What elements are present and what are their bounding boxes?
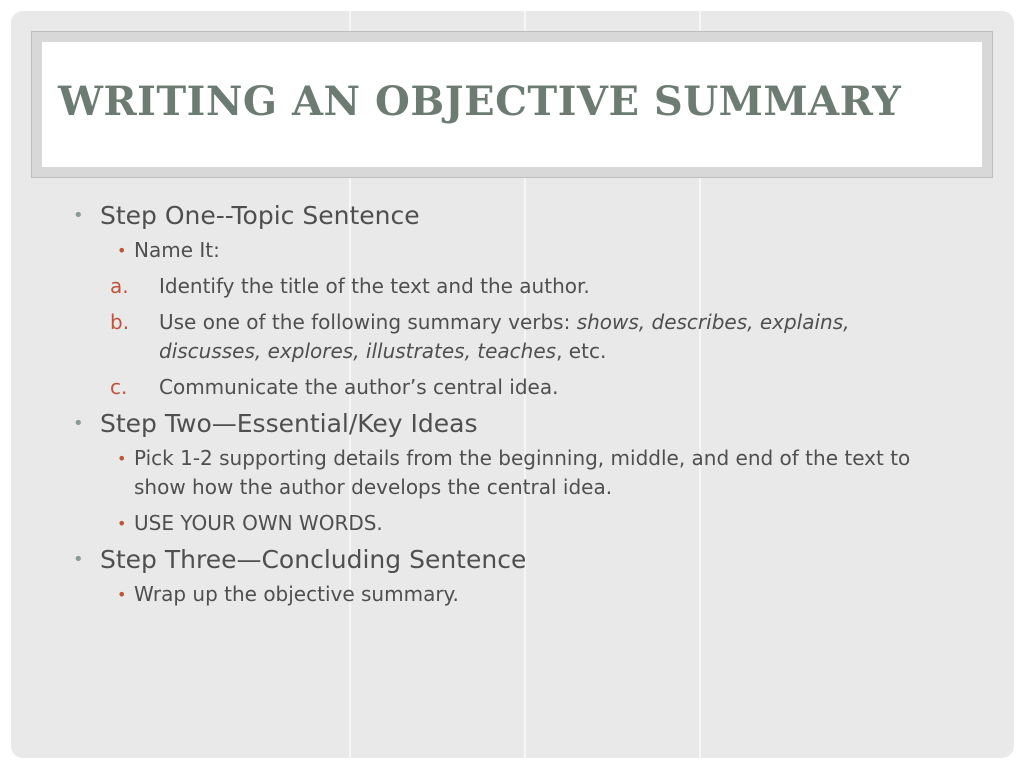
- bullet-dot-icon: •: [73, 205, 84, 226]
- slide-body: [73, 201, 953, 616]
- step-three-heading: Step Three—Concluding Sentence: [100, 545, 527, 574]
- list-item-a: [73, 272, 953, 301]
- bullet-dot-icon: •: [117, 449, 127, 468]
- bullet-dot-icon: •: [117, 585, 127, 604]
- sub-bullet-details-text: Pick 1-2 supporting details from the beginning, middle, and end of the text to show how the author develops the central idea.: [134, 446, 911, 499]
- bullet-step-two: [73, 409, 953, 439]
- title-frame: [31, 31, 993, 178]
- sub-bullet-wrap-up-text: Wrap up the objective summary.: [134, 582, 459, 606]
- step-one-heading: Step One--Topic Sentence: [100, 201, 420, 230]
- bullet-dot-icon: •: [73, 549, 84, 570]
- list-marker-a: a.: [110, 274, 129, 298]
- summary-verbs-list: shows, describes, explains, discusses, explores, illustrates, teaches: [159, 310, 850, 363]
- slide: [11, 11, 1014, 758]
- list-item-c: [73, 373, 953, 402]
- bullet-step-three: [73, 545, 953, 575]
- list-item-a-text: Identify the title of the text and the author.: [159, 274, 590, 298]
- step-two-heading: Step Two—Essential/Key Ideas: [100, 409, 478, 438]
- list-marker-b: b.: [110, 310, 130, 334]
- bullet-dot-icon: •: [117, 241, 127, 260]
- sub-bullet-name-it: [73, 236, 953, 265]
- sub-bullet-own-words: [73, 509, 953, 538]
- sub-bullet-details: [73, 444, 953, 502]
- bullet-step-one: [73, 201, 953, 231]
- sub-bullet-own-words-text: USE YOUR OWN WORDS.: [134, 511, 383, 535]
- title-box: [42, 42, 982, 167]
- bullet-dot-icon: •: [73, 413, 84, 434]
- slide-title: WRITING AN OBJECTIVE SUMMARY: [58, 78, 902, 125]
- list-item-b: [73, 308, 953, 366]
- bullet-dot-icon: •: [117, 514, 127, 533]
- sub-bullet-wrap-up: [73, 580, 953, 609]
- list-item-b-text: Use one of the following summary verbs:: [159, 310, 577, 334]
- list-marker-c: c.: [110, 375, 128, 399]
- list-item-b-tail: , etc.: [556, 339, 607, 363]
- list-item-c-text: Communicate the author’s central idea.: [159, 375, 559, 399]
- name-it-label: Name It:: [134, 238, 220, 262]
